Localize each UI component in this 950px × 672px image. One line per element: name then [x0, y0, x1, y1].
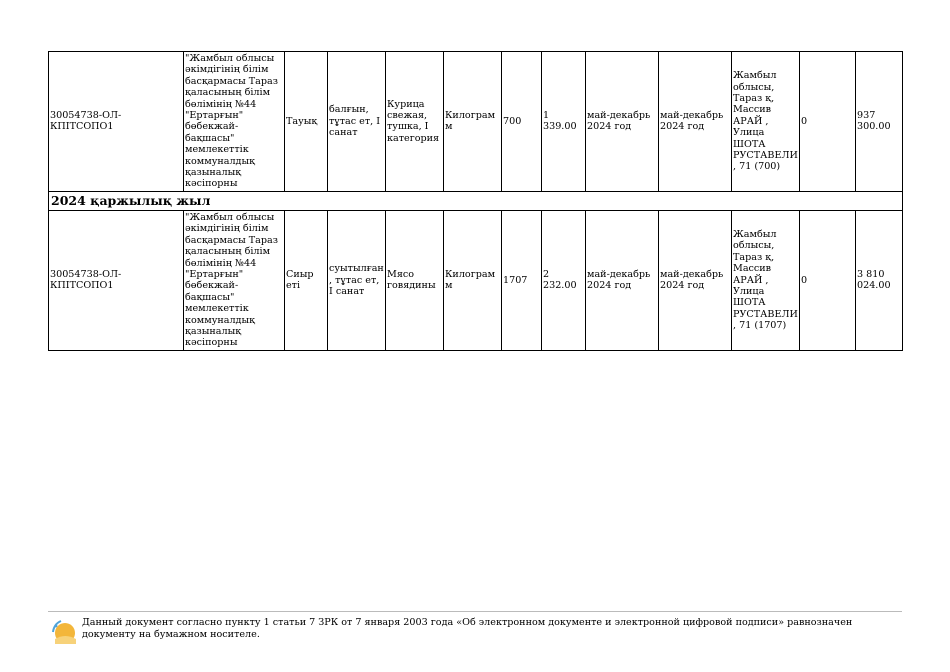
delivery-place: Жамбыл облысы, Тараз қ, Массив АРАЙ , Улица ШОТА РУСТАВЕЛИ, 71 (700): [732, 52, 800, 192]
procurement-period: май-декабрь 2024 год: [659, 210, 732, 350]
delivery-period: май-декабрь 2024 год: [586, 210, 659, 350]
plan-code: 30054738-ОЛ-КПІТСОПО1: [49, 52, 184, 192]
delivery-period: май-декабрь 2024 год: [586, 52, 659, 192]
section-title: 2024 қаржылық жыл: [49, 191, 903, 210]
procurement-table: [48, 51, 903, 351]
section-row: [49, 191, 903, 210]
item-description-ru: Мясо говядины: [386, 210, 444, 350]
table-row: [49, 210, 903, 350]
unit-of-measure: Килограмм: [444, 210, 502, 350]
advance-payment: 0: [800, 210, 856, 350]
customer-name: "Жамбыл облысы әкімдігінің білім басқармасы Тараз қаласының білім бөлімінің №44 "Ертарғын" бөбекжай-бақшасы" мемлекеттік коммуналдық қазыналық кәсіпорны: [184, 210, 285, 350]
unit-price: 1 339.00: [542, 52, 586, 192]
document-footer: [48, 611, 902, 640]
unit-price: 2 232.00: [542, 210, 586, 350]
procurement-period: май-декабрь 2024 год: [659, 52, 732, 192]
customer-name: "Жамбыл облысы әкімдігінің білім басқармасы Тараз қаласының білім бөлімінің №44 "Ертарғын" бөбекжай-бақшасы" мемлекеттік коммуналдық қазыналық кәсіпорны: [184, 52, 285, 192]
footer-text: Данный документ согласно пункту 1 статьи 7 ЗРК от 7 января 2003 года «Об электронном документе и электронной цифровой подписи» равнозначен документу на бумажном носителе.: [82, 617, 853, 640]
plan-code: 30054738-ОЛ-КПІТСОПО1: [49, 210, 184, 350]
quantity: 1707: [502, 210, 542, 350]
item-description-kz: балғын, тұтас ет, I санат: [328, 52, 386, 192]
quantity: 700: [502, 52, 542, 192]
item-description-kz: суытылған, тұтас ет, I санат: [328, 210, 386, 350]
total-amount: 3 810 024.00: [856, 210, 903, 350]
table-row: [49, 52, 903, 192]
sun-logo-icon: [50, 618, 78, 646]
total-amount: 937 300.00: [856, 52, 903, 192]
advance-payment: 0: [800, 52, 856, 192]
item-description-ru: Курица свежая, тушка, I категория: [386, 52, 444, 192]
delivery-place: Жамбыл облысы, Тараз қ, Массив АРАЙ , Улица ШОТА РУСТАВЕЛИ, 71 (1707): [732, 210, 800, 350]
unit-of-measure: Килограмм: [444, 52, 502, 192]
item-name-kz: Тауық: [285, 52, 328, 192]
item-name-kz: Сиыр еті: [285, 210, 328, 350]
